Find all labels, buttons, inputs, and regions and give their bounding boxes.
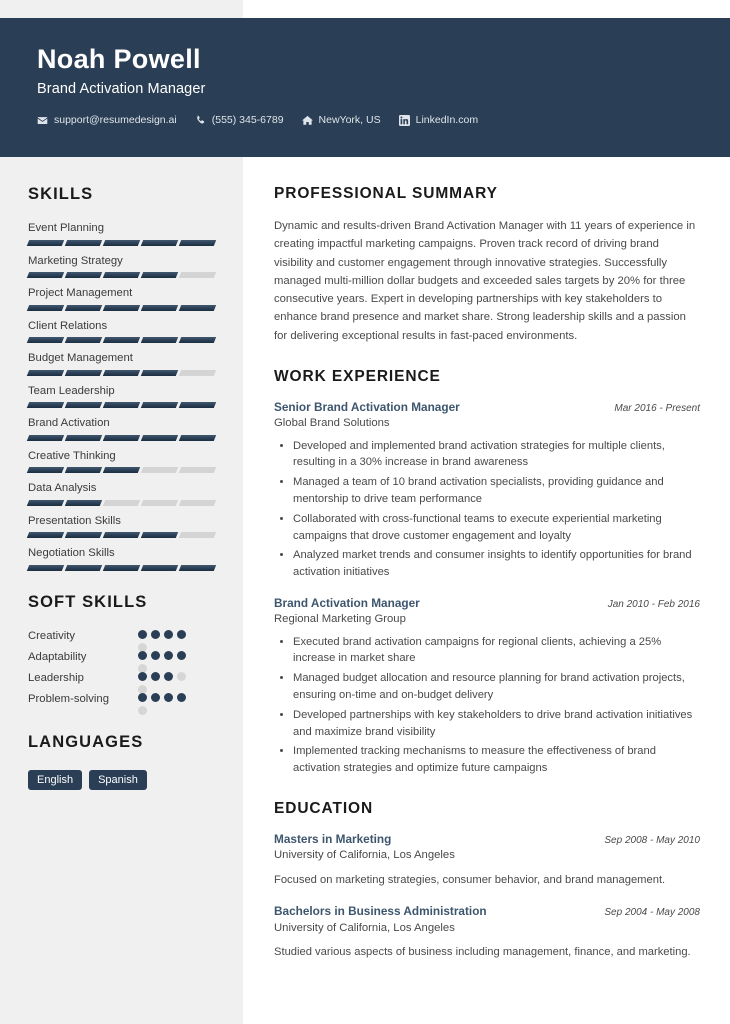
skill-label: Client Relations: [28, 319, 108, 332]
rating-dot: [151, 630, 160, 639]
experience-bullet: • Managed a team of 10 brand activation specialists, providing guidance and mentorship to drive team performance: [293, 474, 700, 508]
rating-dot: [177, 672, 186, 681]
candidate-job-title: Brand Activation Manager: [37, 81, 206, 98]
skill-row: [28, 515, 215, 539]
skill-label: Creative Thinking: [28, 449, 116, 462]
soft-skill-label: Leadership: [28, 672, 84, 685]
rating-dot: [164, 630, 173, 639]
rating-dot: [164, 672, 173, 681]
skill-bar-segment: [141, 272, 178, 278]
skill-bar-segment: [141, 467, 178, 473]
skill-row: [28, 352, 215, 376]
skill-bar-segment: [27, 305, 64, 311]
skill-bar-segment: [103, 370, 140, 376]
education-entry-header: [274, 832, 700, 847]
skill-bar-segment: [27, 402, 64, 408]
experience-date-range: Jan 2010 - Feb 2016: [607, 599, 700, 611]
linkedin-icon: [399, 115, 410, 126]
skill-bar-segment: [103, 565, 140, 571]
language-chip: Spanish: [89, 770, 147, 790]
experience-bullet: • Implemented tracking mechanisms to measure the effectiveness of brand activation strategies and optimize future campaigns: [293, 743, 700, 777]
skill-bar-segment: [141, 240, 178, 246]
contact-phone[interactable]: [195, 114, 284, 126]
work-experience-section: [274, 368, 700, 777]
skill-bar-segment: [27, 467, 64, 473]
education-degree: Bachelors in Business Administration: [274, 904, 487, 919]
experience-list: [274, 400, 700, 777]
skill-row: [28, 547, 215, 571]
skill-level-bar: [28, 272, 215, 278]
soft-skill-row: [28, 693, 215, 707]
skill-bar-segment: [141, 435, 178, 441]
summary-text: Dynamic and results-driven Brand Activation Manager with 11 years of experience in creating impactful marketing campaigns. Proven track record of driving brand visibility and customer engagement through innovative strategies. Successfully managed multi-million dollar budgets and exceeded sales targets by 20% for three consecutive years. Expert in developing partnerships with key stakeholders to enhance brand presence and market share. Strong leadership skills and a passion for delivering exceptional results in fast-paced environments.: [274, 220, 696, 342]
skill-bar-segment: [179, 240, 216, 246]
soft-skill-row: [28, 672, 215, 686]
skills-list: [28, 222, 215, 571]
skill-bar-segment: [103, 435, 140, 441]
contact-phone-text: (555) 345-6789: [211, 114, 284, 127]
skill-bar-segment: [141, 532, 178, 538]
skill-bar-segment: [179, 370, 216, 376]
skill-bar-segment: [65, 337, 102, 343]
skill-level-bar: [28, 370, 215, 376]
experience-job-title: Brand Activation Manager: [274, 596, 420, 611]
skill-bar-segment: [141, 370, 178, 376]
soft-skill-label: Creativity: [28, 630, 76, 643]
skill-bar-segment: [179, 402, 216, 408]
skill-bar-segment: [103, 467, 140, 473]
skill-bar-segment: [179, 305, 216, 311]
experience-entry: [274, 596, 700, 777]
experience-job-title: Senior Brand Activation Manager: [274, 400, 460, 415]
education-date-range: Sep 2008 - May 2010: [604, 834, 700, 846]
skill-label: Event Planning: [28, 222, 104, 234]
skill-label: Marketing Strategy: [28, 254, 123, 267]
skill-bar-segment: [65, 240, 102, 246]
soft-skill-label: Adaptability: [28, 651, 87, 664]
skill-label: Project Management: [28, 287, 133, 300]
skill-bar-segment: [65, 370, 102, 376]
education-school: University of California, Los Angeles: [274, 921, 455, 934]
soft-skill-label: Problem-solving: [28, 693, 109, 706]
skill-label: Budget Management: [28, 352, 133, 365]
skill-label: Presentation Skills: [28, 514, 121, 527]
languages-heading: LANGUAGES: [28, 733, 144, 752]
education-section: [274, 800, 700, 961]
language-chip: English: [28, 770, 82, 790]
rating-dot: [138, 672, 147, 681]
skill-bar-segment: [141, 305, 178, 311]
skill-bar-segment: [65, 500, 102, 506]
contact-linkedin[interactable]: [399, 114, 478, 126]
experience-bullet-list: [274, 634, 700, 777]
skill-bar-segment: [179, 272, 216, 278]
skill-bar-segment: [179, 532, 216, 538]
experience-bullet: • Collaborated with cross-functional teams to execute experiential marketing campaigns that drove customer engagement and loyalty: [293, 511, 700, 545]
education-date-range: Sep 2004 - May 2008: [604, 907, 700, 919]
skill-bar-segment: [65, 305, 102, 311]
education-heading: EDUCATION: [274, 799, 374, 817]
skill-row: [28, 320, 215, 344]
soft-skill-rating: [138, 651, 194, 673]
soft-skill-rating: [138, 630, 194, 652]
skill-row: [28, 450, 215, 474]
skill-bar-segment: [179, 565, 216, 571]
rating-dot: [138, 651, 147, 660]
skill-level-bar: [28, 402, 215, 408]
skill-row: [28, 222, 215, 246]
skill-level-bar: [28, 532, 215, 538]
languages-list: [28, 770, 215, 790]
phone-icon: [195, 115, 206, 126]
skill-bar-segment: [103, 402, 140, 408]
skill-bar-segment: [65, 435, 102, 441]
skills-heading: SKILLS: [28, 185, 94, 203]
rating-dot: [138, 693, 147, 702]
candidate-name: Noah Powell: [37, 44, 201, 74]
education-description: Focused on marketing strategies, consumer behavior, and brand management.: [274, 873, 666, 886]
skill-level-bar: [28, 305, 215, 311]
skill-level-bar: [28, 565, 215, 571]
education-entry: [274, 832, 700, 888]
experience-date-range: Mar 2016 - Present: [614, 403, 700, 415]
skill-bar-segment: [141, 500, 178, 506]
skill-row: [28, 482, 215, 506]
skill-bar-segment: [27, 337, 64, 343]
skill-level-bar: [28, 435, 215, 441]
skill-row: [28, 417, 215, 441]
skill-row: [28, 287, 215, 311]
skill-bar-segment: [27, 435, 64, 441]
experience-heading: WORK EXPERIENCE: [274, 368, 441, 386]
skill-bar-segment: [179, 467, 216, 473]
experience-company: Global Brand Solutions: [274, 417, 390, 430]
skill-bar-segment: [27, 272, 64, 278]
main-column: [274, 157, 700, 977]
skill-bar-segment: [65, 565, 102, 571]
rating-dot: [177, 630, 186, 639]
professional-summary-section: [274, 185, 700, 345]
experience-bullet: • Developed and implemented brand activation strategies for multiple clients, resulting in a 30% increase in brand awareness: [293, 438, 700, 472]
skill-label: Negotiation Skills: [28, 547, 115, 560]
contact-email[interactable]: [37, 114, 177, 126]
contact-location[interactable]: [302, 114, 381, 126]
rating-dot: [151, 693, 160, 702]
skill-bar-segment: [103, 240, 140, 246]
soft-skills-section: [28, 593, 215, 707]
contact-location-text: NewYork, US: [318, 114, 381, 127]
skill-row: [28, 255, 215, 279]
sidebar: [0, 157, 243, 790]
summary-heading: PROFESSIONAL SUMMARY: [274, 185, 498, 202]
soft-skill-row: [28, 651, 215, 665]
experience-bullet: • Analyzed market trends and consumer insights to identify opportunities for brand activation initiatives: [293, 547, 700, 581]
skill-bar-segment: [65, 532, 102, 538]
education-description: Studied various aspects of business including management, finance, and marketing.: [274, 945, 691, 958]
skill-bar-segment: [27, 500, 64, 506]
skill-bar-segment: [27, 532, 64, 538]
skill-level-bar: [28, 467, 215, 473]
skill-bar-segment: [179, 435, 216, 441]
skill-bar-segment: [141, 337, 178, 343]
skill-bar-segment: [141, 565, 178, 571]
skill-bar-segment: [103, 305, 140, 311]
experience-bullet: • Developed partnerships with key stakeholders to drive brand activation initiatives and maximize brand visibility: [293, 707, 700, 741]
skill-label: Data Analysis: [28, 482, 97, 495]
education-school: University of California, Los Angeles: [274, 849, 455, 862]
education-entry-header: [274, 904, 700, 919]
experience-entry-header: [274, 596, 700, 611]
rating-dot: [138, 630, 147, 639]
skill-label: Brand Activation: [28, 417, 110, 430]
skill-row: [28, 385, 215, 409]
languages-section: [28, 733, 215, 790]
skill-bar-segment: [27, 565, 64, 571]
experience-entry-header: [274, 400, 700, 415]
skill-bar-segment: [103, 272, 140, 278]
skill-bar-segment: [179, 500, 216, 506]
rating-dot: [177, 651, 186, 660]
resume-header: [0, 18, 730, 157]
skill-level-bar: [28, 500, 215, 506]
skill-bar-segment: [27, 240, 64, 246]
experience-company: Regional Marketing Group: [274, 613, 406, 626]
skill-bar-segment: [65, 467, 102, 473]
rating-dot: [164, 693, 173, 702]
skill-bar-segment: [65, 402, 102, 408]
education-list: [274, 832, 700, 961]
soft-skills-list: [28, 630, 215, 707]
skill-label: Team Leadership: [28, 384, 115, 397]
rating-dot: [164, 651, 173, 660]
rating-dot: [138, 706, 147, 715]
soft-skill-rating: [138, 693, 194, 715]
rating-dot: [151, 672, 160, 681]
skill-bar-segment: [103, 532, 140, 538]
skill-bar-segment: [103, 337, 140, 343]
education-degree: Masters in Marketing: [274, 831, 392, 846]
skill-bar-segment: [141, 402, 178, 408]
contact-email-text: support@resumedesign.ai: [54, 114, 177, 127]
envelope-icon: [37, 115, 48, 126]
home-icon: [302, 115, 313, 126]
soft-skills-heading: SOFT SKILLS: [28, 593, 148, 612]
skill-level-bar: [28, 240, 215, 246]
contact-linkedin-text: LinkedIn.com: [415, 114, 479, 127]
experience-bullet-list: [274, 438, 700, 581]
rating-dot: [177, 693, 186, 702]
skill-bar-segment: [179, 337, 216, 343]
skill-level-bar: [28, 337, 215, 343]
education-entry: [274, 904, 700, 960]
contact-list: [37, 114, 730, 126]
rating-dot: [151, 651, 160, 660]
skill-bar-segment: [65, 272, 102, 278]
experience-entry: [274, 400, 700, 581]
experience-bullet: • Managed budget allocation and resource planning for brand activation projects, ensuring on-time and on-budget delivery: [293, 670, 700, 704]
skill-bar-segment: [103, 500, 140, 506]
soft-skill-row: [28, 630, 215, 644]
experience-bullet: • Executed brand activation campaigns for regional clients, achieving a 25% increase in market share: [293, 634, 700, 668]
soft-skill-rating: [138, 672, 194, 694]
skill-bar-segment: [27, 370, 64, 376]
